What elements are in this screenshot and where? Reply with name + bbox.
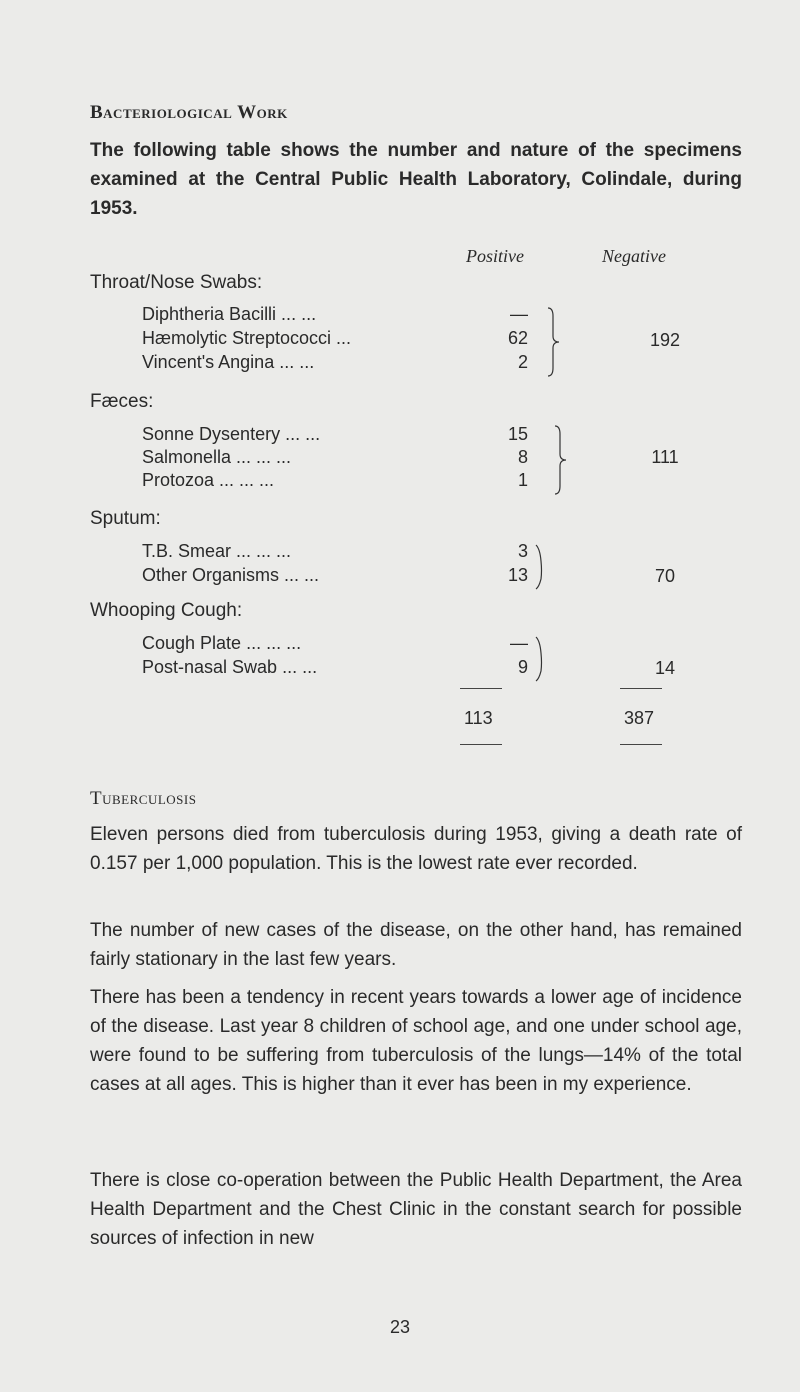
row-positive: 9	[517, 657, 528, 677]
group-throat-nose	[90, 272, 262, 294]
brace-icon	[552, 424, 570, 496]
table-row	[90, 304, 800, 328]
column-header-positive: Positive	[466, 246, 524, 266]
row-label: Cough Plate ... ... ...	[142, 633, 302, 653]
row-label: Salmonella ... ... ...	[142, 447, 292, 467]
paragraph: There has been a tendency in recent years towards a lower age of incidence of the disease. Last year 8 children of school age, and one under school age, were found to be suffering from tuberculosis of the lungs—14% of the total cases at all ages. This is higher than it ever has been in my experience.	[90, 987, 742, 1095]
divider	[620, 688, 662, 689]
row-positive: 2	[517, 352, 528, 372]
total-negative: 387	[624, 708, 655, 728]
divider	[460, 744, 502, 745]
column-header-negative: Negative	[602, 246, 666, 266]
row-label: Sonne Dysentery ... ...	[142, 424, 321, 444]
row-positive: 3	[517, 541, 528, 561]
page-number: 23	[389, 1317, 411, 1337]
row-positive: —	[510, 633, 528, 653]
group-whooping-cough	[90, 600, 242, 622]
row-label: Vincent's Angina ... ...	[142, 352, 315, 372]
row-label: Diphtheria Bacilli ... ...	[142, 304, 317, 324]
table-row	[90, 447, 800, 471]
section-heading-bacteriological: Bacteriological Work	[90, 102, 288, 123]
divider	[620, 744, 662, 745]
table-row	[90, 633, 800, 657]
group-sputum	[90, 508, 161, 530]
table-row	[90, 541, 800, 565]
section-heading-tuberculosis: Tuberculosis	[90, 788, 197, 809]
group-faeces	[90, 391, 153, 413]
paragraph: Eleven persons died from tuberculosis during 1953, giving a death rate of 0.157 per 1,000 population. This is the lowest rate ever recorded.	[90, 824, 742, 874]
divider	[460, 688, 502, 689]
table-row	[90, 657, 800, 681]
row-label: T.B. Smear ... ... ...	[142, 541, 292, 561]
paragraph: The number of new cases of the disease, on the other hand, has remained fairly stationary in the last few years.	[90, 920, 742, 970]
row-positive: 15	[507, 424, 528, 444]
group-title: Throat/Nose Swabs:	[90, 272, 263, 293]
intro-paragraph: The following table shows the number and nature of the specimens examined at the Central Public Health Laboratory, Colindale, during 1953.	[90, 140, 742, 219]
row-positive: 1	[517, 470, 528, 490]
paragraph: There is close co-operation between the Public Health Department, the Area Health Department and the Chest Clinic in the constant search for possible sources of infection in new	[90, 1170, 742, 1249]
table-row	[90, 328, 800, 352]
row-positive: 8	[517, 447, 528, 467]
table-row	[90, 565, 800, 589]
total-positive: 113	[464, 708, 493, 728]
row-positive: 13	[507, 565, 528, 585]
table-row	[90, 352, 800, 376]
row-label: Protozoa ... ... ...	[142, 470, 275, 490]
negative-value: 111	[651, 447, 679, 467]
negative-value: 70	[654, 566, 676, 586]
brace-icon	[545, 306, 563, 378]
table-row	[90, 470, 800, 494]
group-title: Sputum:	[90, 508, 161, 529]
group-title: Fæces:	[90, 391, 154, 412]
row-label: Post-nasal Swab ... ...	[142, 657, 318, 677]
table-row	[90, 424, 800, 448]
row-label: Other Organisms ... ...	[142, 565, 320, 585]
row-positive: 62	[507, 328, 528, 348]
row-label: Hæmolytic Streptococci ...	[142, 328, 352, 348]
row-positive: —	[510, 304, 528, 324]
negative-value: 14	[654, 658, 676, 678]
group-title: Whooping Cough:	[90, 600, 243, 621]
negative-value: 192	[649, 330, 681, 350]
brace-icon	[534, 543, 548, 591]
brace-icon	[534, 635, 548, 683]
